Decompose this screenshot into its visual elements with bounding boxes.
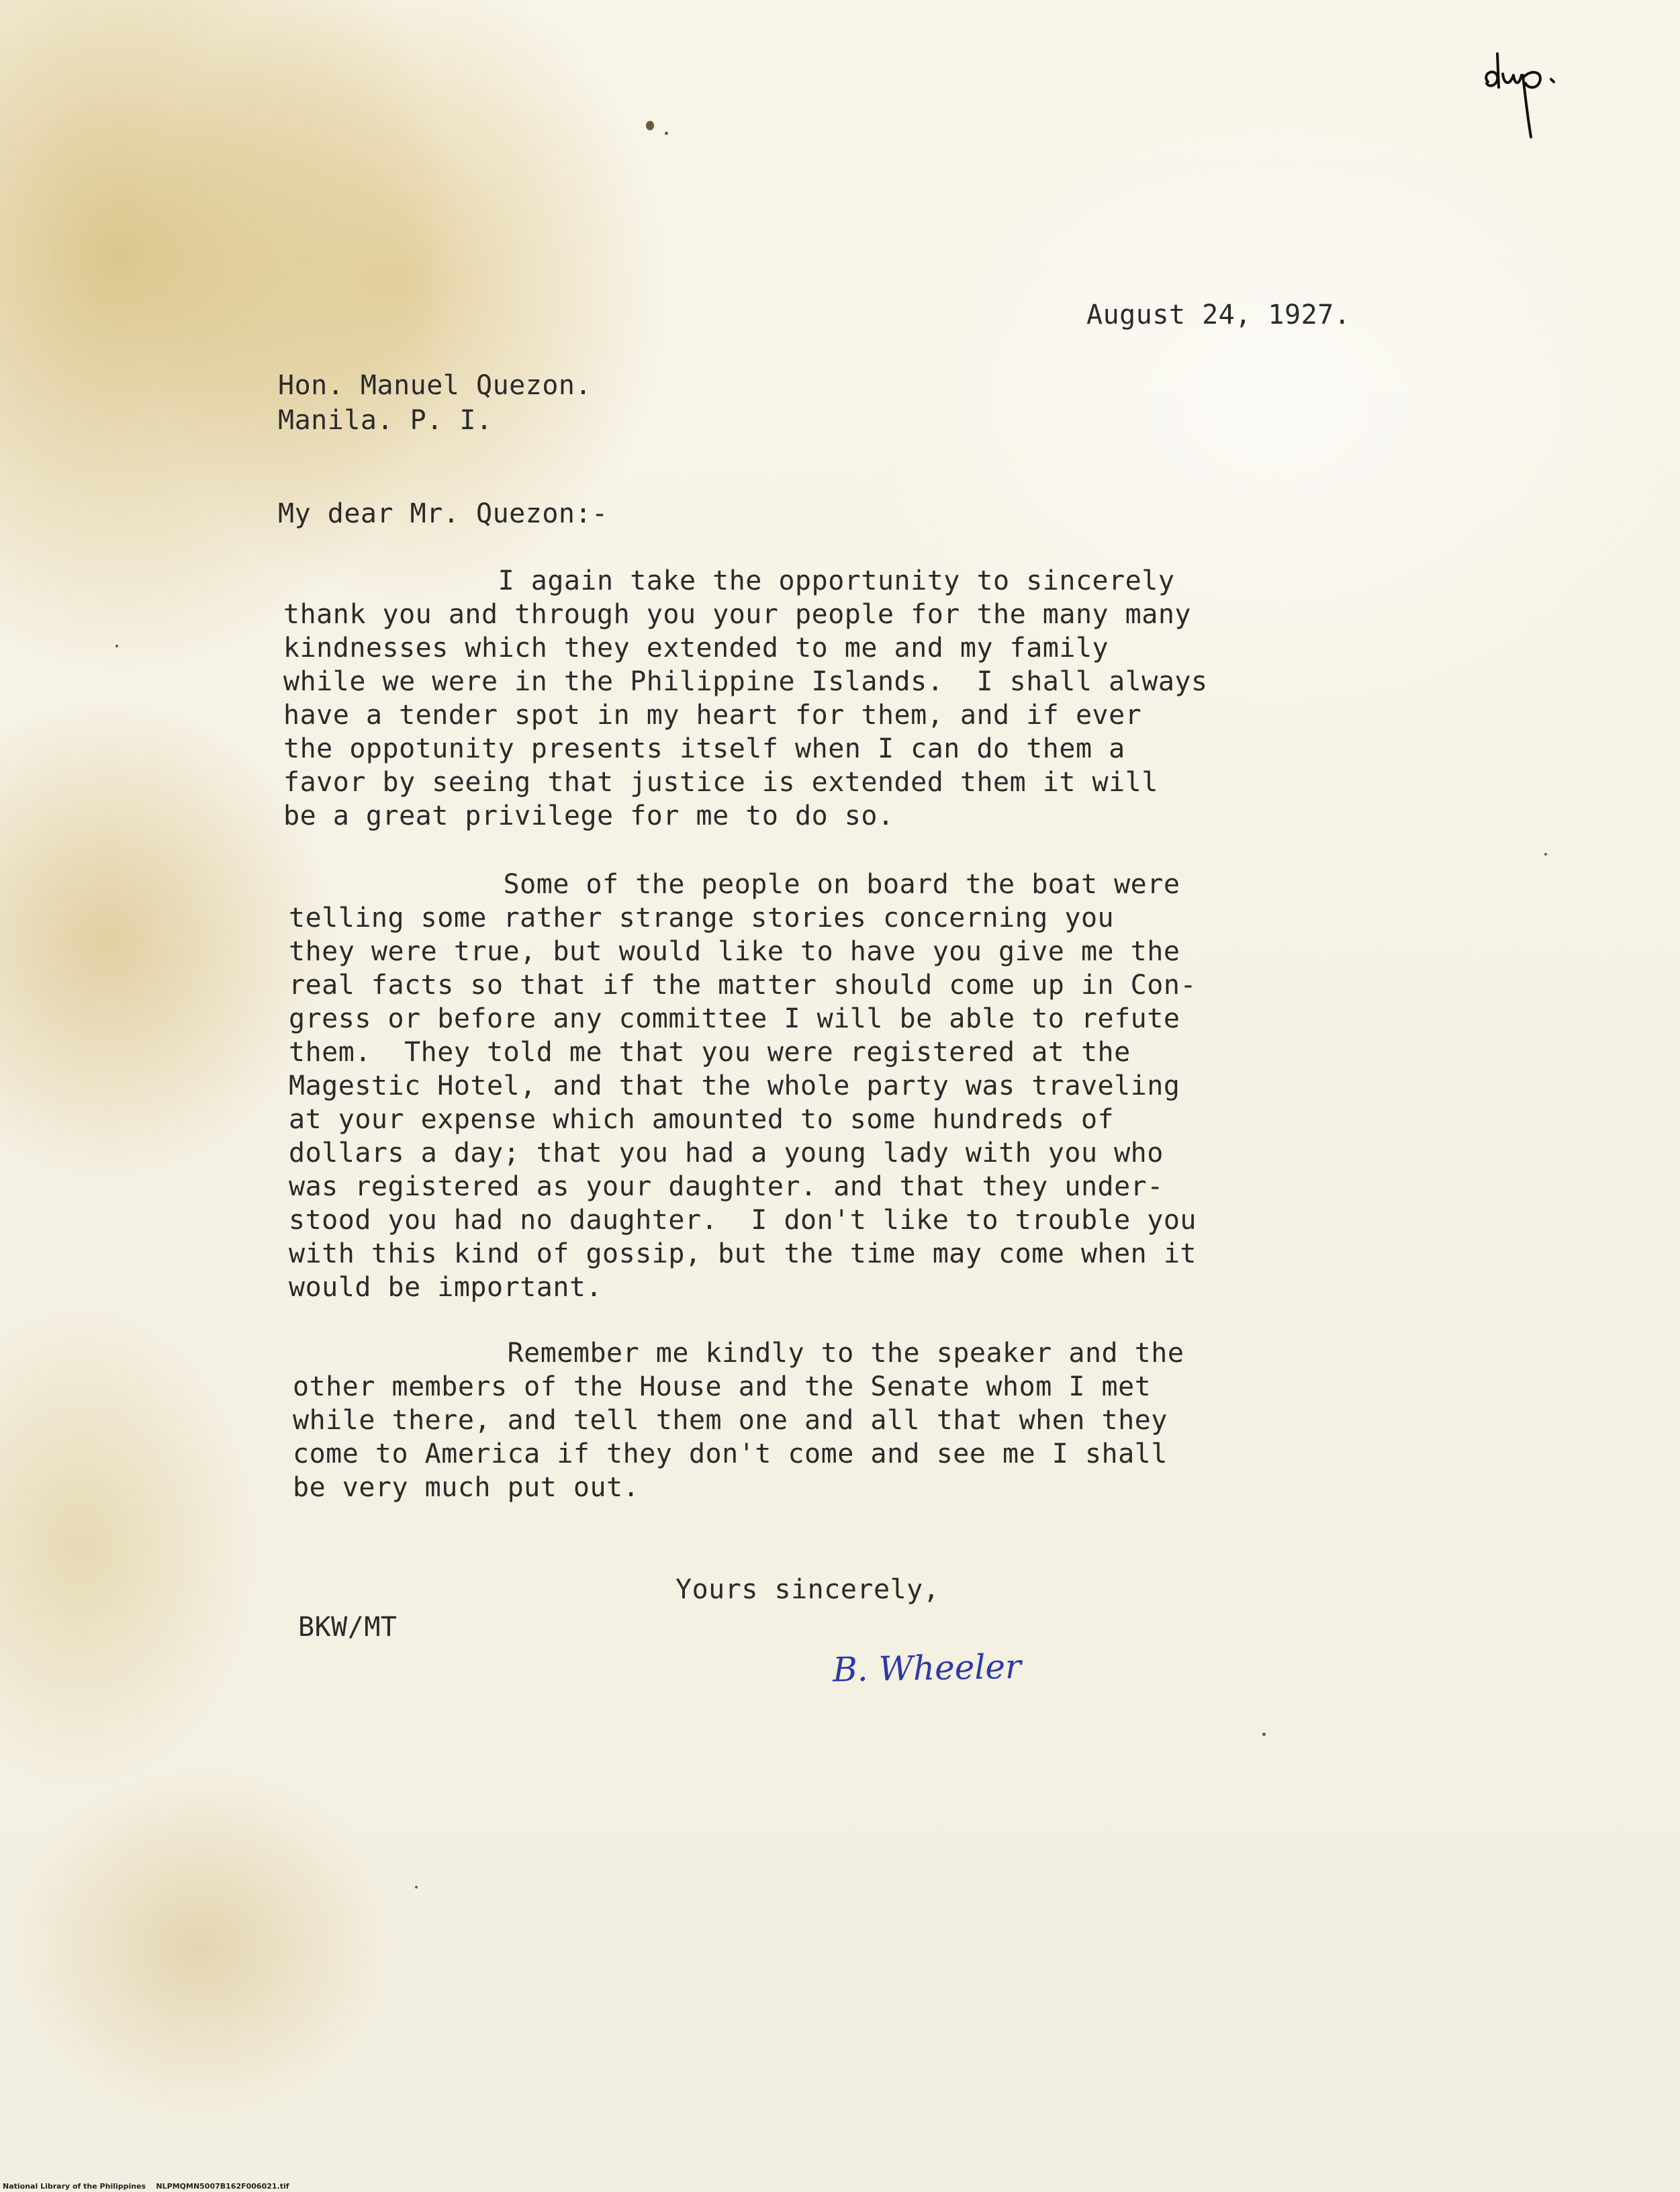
body-paragraph-1 [283,564,1208,833]
paragraph-line: gress or before any committee I will be able to refute [289,1003,1180,1034]
paper-speck [665,132,668,135]
paragraph-line: was registered as your daughter. and that they under- [289,1171,1164,1202]
letter-date: August 24, 1927. [1086,300,1351,330]
archive-footer: National Library of the Philippines NLPMQMN5007B162F006021.tif [3,2182,289,2191]
paper-speck [646,121,654,130]
paragraph-line: have a tender spot in my heart for them, and if ever [283,700,1142,731]
paper-speck [1262,1733,1266,1736]
paper-speck [1544,853,1547,856]
recipient-address [278,368,592,438]
paragraph-line: be very much put out. [293,1472,640,1503]
address-line-1: Hon. Manuel Quezon. [278,370,592,401]
paragraph-line: favor by seeing that justice is extended them it will [283,767,1158,798]
paragraph-line: I again take the opportunity to sincerely [283,565,1175,596]
paragraph-line: they were true, but would like to have you give me the [289,936,1180,967]
paragraph-line: the oppotunity presents itself when I can do them a [283,733,1125,764]
paragraph-line: be a great privilege for me to do so. [283,801,894,831]
paragraph-line: would be important. [289,1272,603,1303]
paragraph-line: Some of the people on board the boat were [289,869,1180,900]
body-paragraph-2 [289,868,1197,1304]
paragraph-line: dollars a day; that you had a young lady with you who [289,1138,1164,1169]
paragraph-line: telling some rather strange stories concerning you [289,903,1115,933]
signature: B. Wheeler [832,1647,1022,1690]
paragraph-line: them. They told me that you were registered at the [289,1037,1131,1068]
handwritten-dup-annotation [1475,47,1575,141]
paragraph-line: thank you and through you your people for the many many [283,599,1192,630]
paragraph-line: at your expense which amounted to some hundreds of [289,1104,1115,1135]
paper-speck [115,645,118,647]
salutation: My dear Mr. Quezon:- [278,498,608,529]
paragraph-line: Magestic Hotel, and that the whole party was traveling [289,1070,1180,1101]
paragraph-line: Remember me kindly to the speaker and the [293,1338,1184,1369]
body-paragraph-3 [293,1336,1184,1504]
complimentary-closing: Yours sincerely, [675,1574,940,1605]
paragraph-line: kindnesses which they extended to me and my family [283,633,1109,664]
paragraph-line: other members of the House and the Senate whom I met [293,1371,1152,1402]
address-line-2: Manila. P. I. [278,405,493,436]
paragraph-line: come to America if they don't come and see me I shall [293,1438,1168,1469]
paragraph-line: real facts so that if the matter should come up in Con- [289,970,1197,1001]
paragraph-line: stood you had no daughter. I don't like to trouble you [289,1205,1197,1236]
paper-speck [415,1886,418,1888]
paragraph-line: while there, and tell them one and all that when they [293,1405,1168,1436]
paragraph-line: while we were in the Philippine Islands. I shall always [283,666,1208,697]
paragraph-line: with this kind of gossip, but the time may come when it [289,1238,1197,1269]
reference-initials: BKW/MT [298,1612,398,1643]
